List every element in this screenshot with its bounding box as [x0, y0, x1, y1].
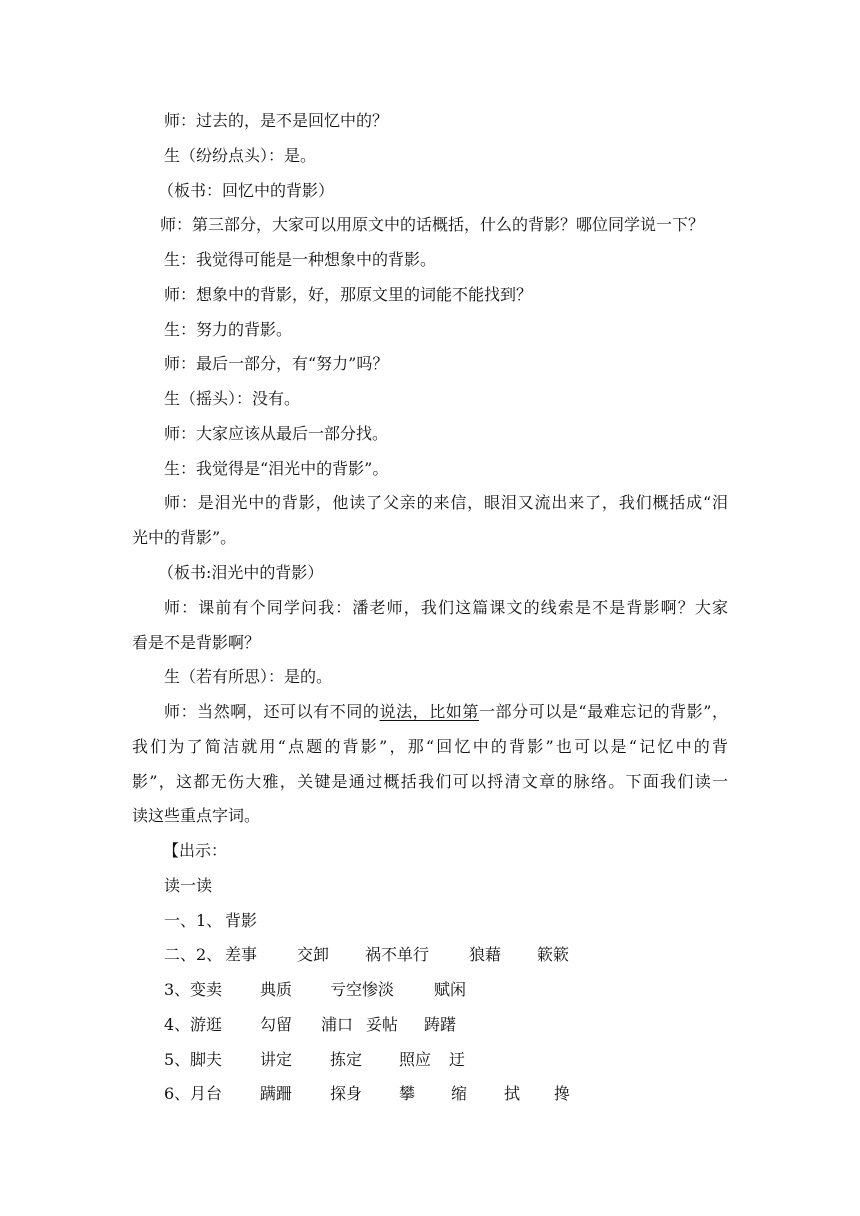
vocab-word: 蹒跚: [260, 1084, 293, 1103]
paragraph-final-line: 我们为了简洁就用“点题的背影”，那“回忆中的背影”也可以是“记忆中的背: [132, 737, 728, 756]
vocab-word: 交卸: [297, 945, 330, 964]
vocab-word: 踌躇: [424, 1015, 457, 1034]
dialogue-line: 生：我觉得是“泪光中的背影”。: [164, 459, 389, 478]
dialogue-line: 师：想象中的背影，好，那原文里的词能不能找到？: [164, 285, 533, 304]
paragraph-final-line: 读这些重点字词。: [132, 806, 261, 825]
vocab-prefix: 3、: [164, 980, 191, 999]
vocab-prefix: 4、: [164, 1015, 191, 1034]
text-span: 一部分可以是“最难忘记的背影”，: [478, 702, 728, 721]
paragraph-clue-line: 看是不是背影啊？: [132, 633, 261, 652]
vocab-word: 背影: [225, 911, 258, 930]
vocab-prefix: 二、2、: [164, 945, 223, 964]
vocab-prefix: 6、: [164, 1084, 191, 1103]
vocab-word: 搀: [554, 1084, 571, 1103]
dialogue-line: 师：大家应该从最后一部分找。: [164, 424, 389, 443]
vocab-word: 攀: [399, 1084, 416, 1103]
vocab-word: 脚夫: [190, 1050, 223, 1069]
vocab-word: 讲定: [260, 1050, 293, 1069]
dialogue-line: 生（纷纷点头）：是。: [164, 146, 317, 165]
dialogue-line: 生：我觉得可能是一种想象中的背影。: [164, 250, 437, 269]
vocab-word: 拭: [504, 1084, 521, 1103]
underlined-text: 说法，比如第: [379, 702, 479, 721]
dialogue-line: 师：最后一部分，有“努力”吗？: [164, 354, 389, 373]
vocab-word: 浦口: [321, 1015, 354, 1034]
vocab-word: 妥帖: [366, 1015, 399, 1034]
vocab-word: 赋闲: [434, 980, 467, 999]
paragraph-final-line: 影”，这都无伤大雅，关键是通过概括我们可以捋清文章的脉络。下面我们读一: [132, 772, 728, 791]
vocab-word: 祸不单行: [365, 945, 430, 964]
vocab-word: 差事: [225, 945, 258, 964]
vocab-word: 变卖: [190, 980, 223, 999]
dialogue-line: 生（摇头）：没有。: [164, 389, 301, 408]
vocab-word: 缩: [451, 1084, 468, 1103]
paragraph-clue-line: 师：课前有个同学问我：潘老师，我们这篇课文的线索是不是背影啊？大家: [164, 598, 728, 617]
vocab-word: 探身: [330, 1084, 363, 1103]
paragraph-tears-line: 光中的背影”。: [132, 528, 237, 547]
vocab-word: 狼藉: [469, 945, 502, 964]
board-note: （板书：回忆中的背影）: [158, 181, 335, 200]
vocab-word: 亏空惨淡: [330, 980, 395, 999]
vocab-word: 勾留: [260, 1015, 293, 1034]
vocab-prefix: 一、1、: [164, 911, 223, 930]
paragraph-final-line: [164, 702, 728, 722]
text-span: 师：当然啊，还可以有不同的: [164, 702, 380, 721]
dialogue-line: 生（若有所思）：是的。: [164, 667, 333, 686]
vocab-prefix: 5、: [164, 1050, 191, 1069]
show-label: 【出示：: [163, 841, 228, 860]
vocab-word: 照应: [399, 1050, 432, 1069]
vocab-word: 典质: [260, 980, 293, 999]
vocab-word: 迂: [449, 1050, 466, 1069]
vocab-word: 拣定: [330, 1050, 363, 1069]
board-note: （板书:泪光中的背影）: [158, 563, 324, 582]
read-title: 读一读: [164, 876, 213, 895]
vocab-word: 游逛: [190, 1015, 223, 1034]
paragraph-tears-line: 师：是泪光中的背影，他读了父亲的来信，眼泪又流出来了，我们概括成“泪: [164, 493, 728, 512]
dialogue-line: 师：过去的，是不是回忆中的？: [164, 111, 389, 130]
dialogue-line: 生：努力的背影。: [164, 320, 293, 339]
vocab-word: 月台: [190, 1084, 223, 1103]
vocab-word: 簌簌: [537, 945, 570, 964]
dialogue-line: 师：第三部分，大家可以用原文中的话概括，什么的背影？哪位同学说一下？: [160, 215, 705, 234]
